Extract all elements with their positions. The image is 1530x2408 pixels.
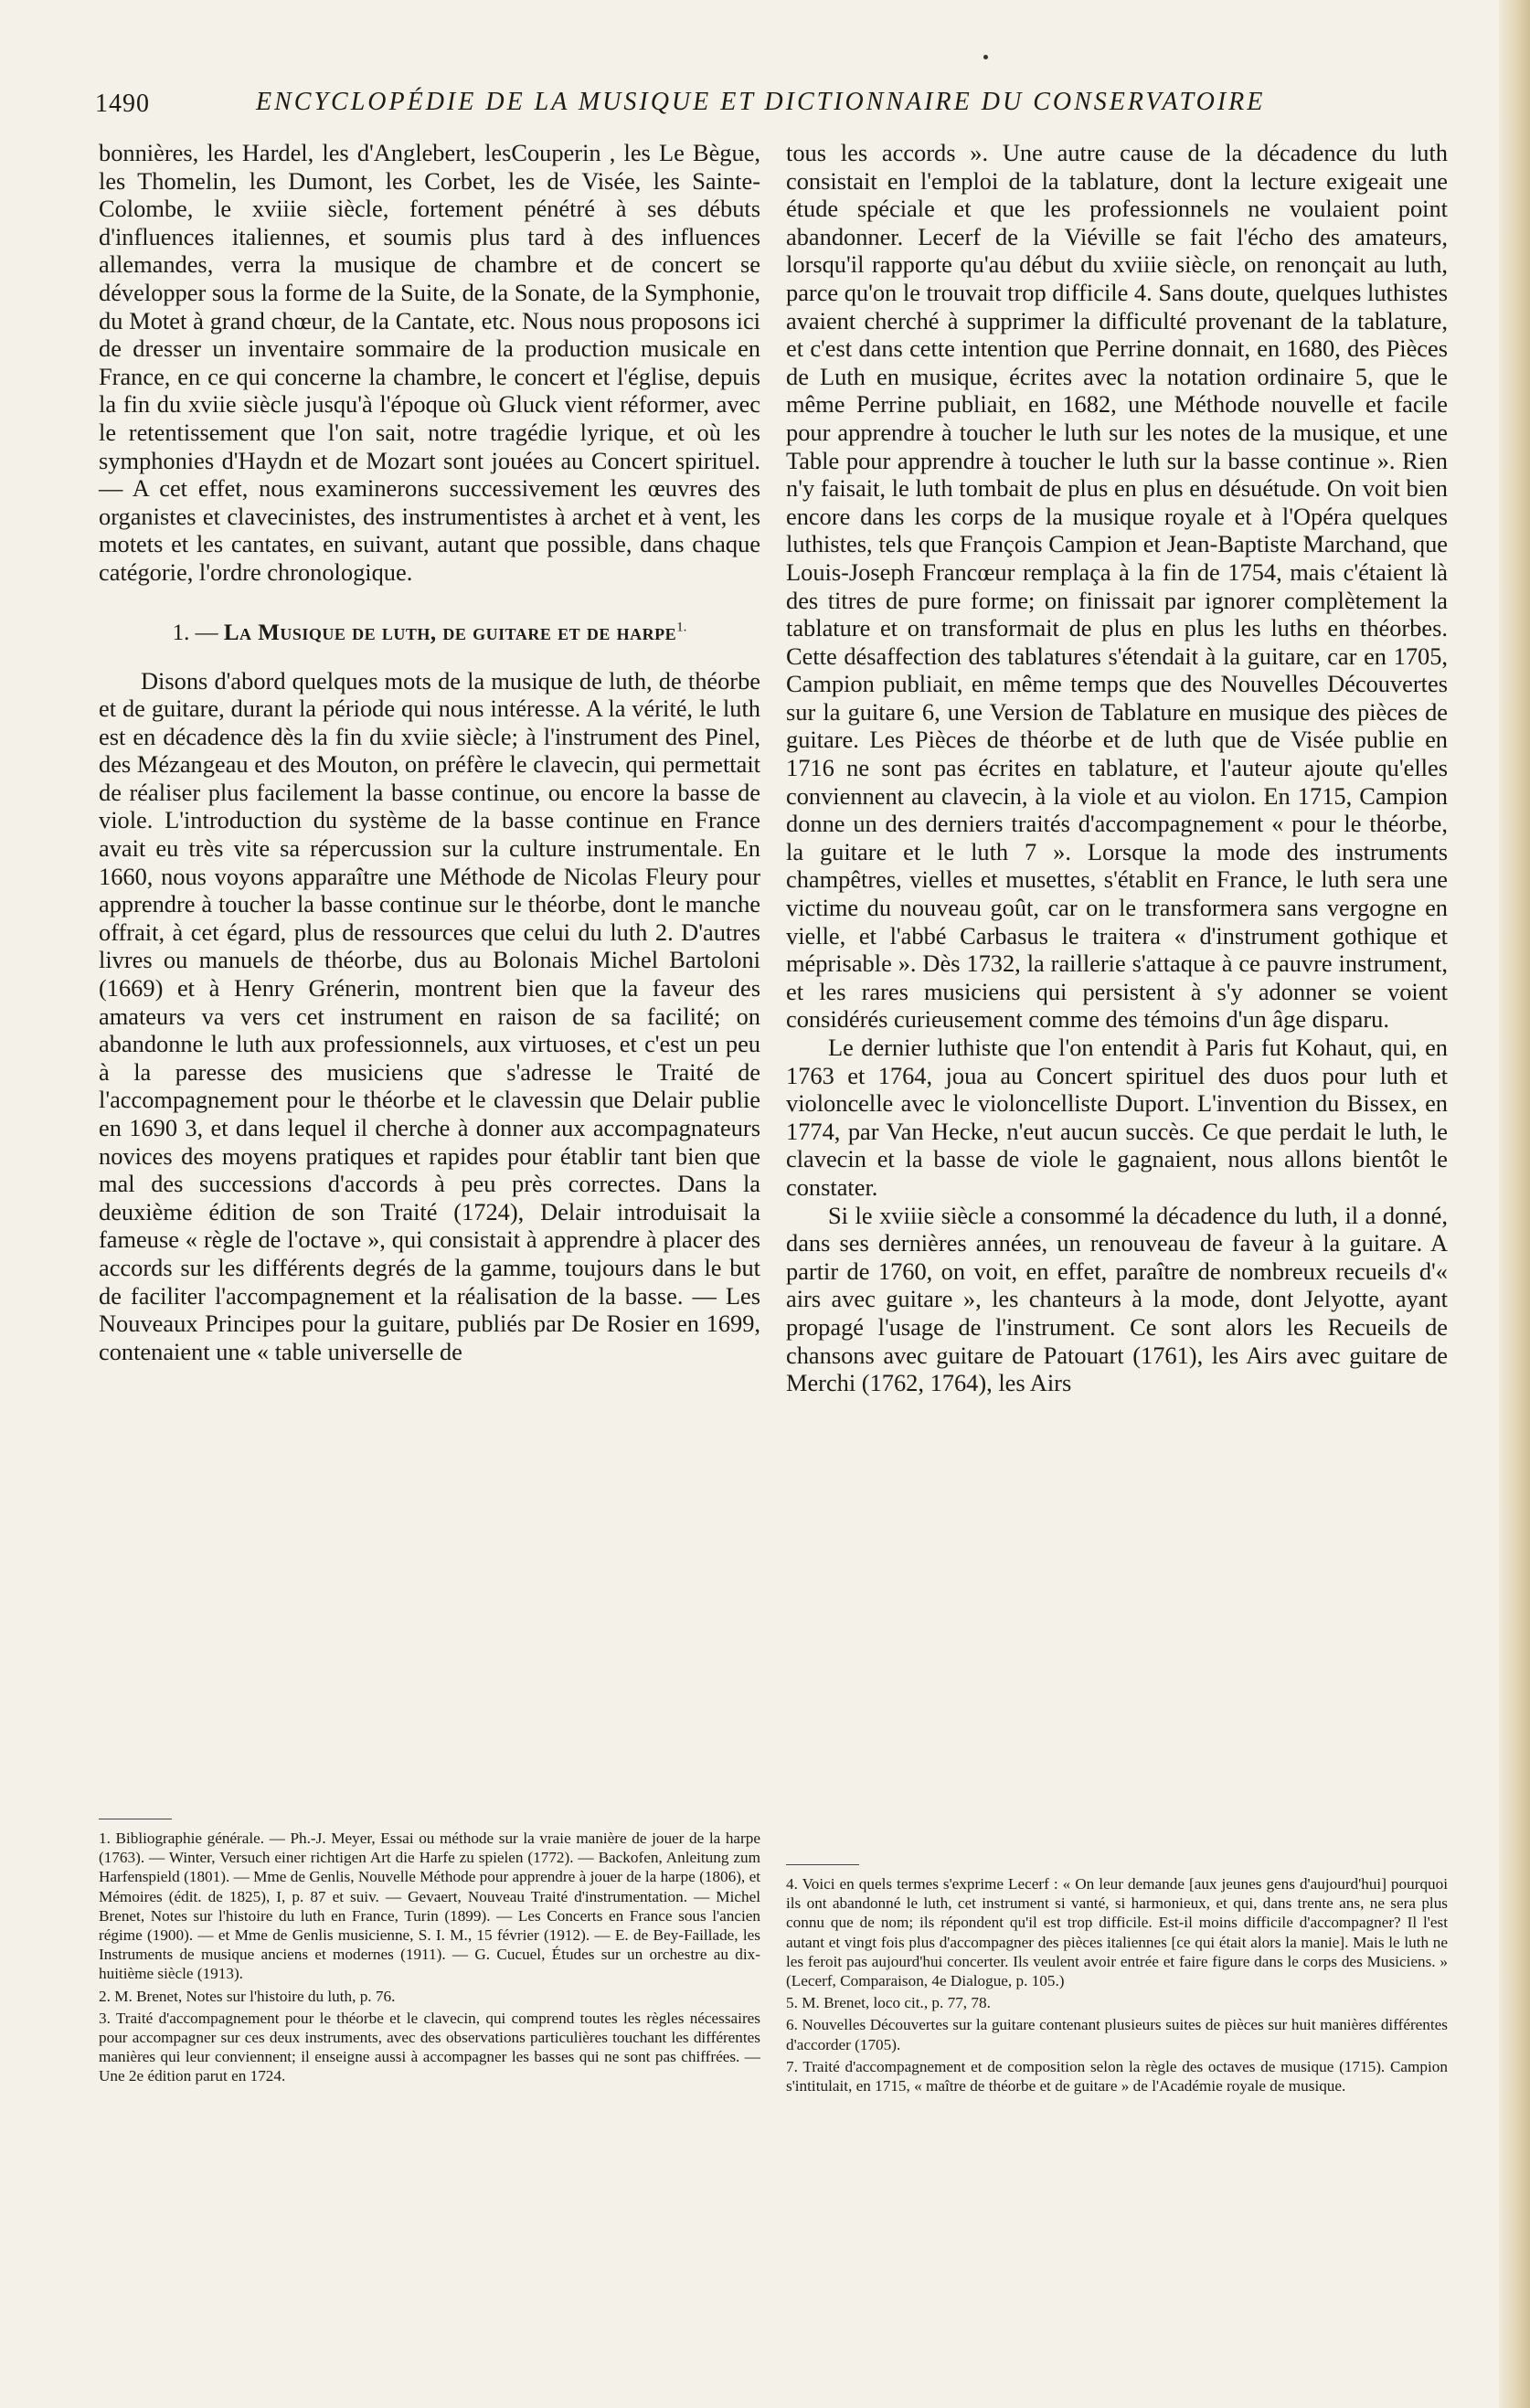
section-heading-number: 1. — [172, 620, 218, 645]
running-header: ENCYCLOPÉDIE DE LA MUSIQUE ET DICTIONNAIRE DU CONSERVATOIRE [256, 88, 1266, 116]
left-column [99, 139, 760, 1365]
footnote: 5. M. Brenet, loco cit., p. 77, 78. [786, 1994, 991, 2012]
footnote: 2. M. Brenet, Notes sur l'histoire du luth, p. 76. [99, 1987, 396, 2005]
footnote: 3. Traité d'accompagnement pour le théorbe et le clavecin, qui comprend toutes les règles nécessaires pour accompagner sur ces deux instruments, avec des observations particulières touchant les différentes manières qui leur conviennent; il enseigne aussi à accompagner les basses qui ne sont pas chiffrées. — Une 2e édition parut en 1724. [99, 2009, 760, 2085]
right-paragraph: Si le xviiie siècle a consommé la décadence du luth, il a donné, dans ses dernières années, un renouveau de faveur à la guitare. A partir de 1760, on voit, en effet, paraître de nombreux recueils d'« airs avec guitare », les chanteurs à la mode, dont Jelyotte, ayant propagé l'usage de l'instrument. Ce sont alors les Recueils de chansons avec guitare de Patouart (1761), les Airs avec guitare de Merchi (1762, 1764), les Airs [786, 1201, 1448, 1397]
section-heading-text: La Musique de luth, de guitare et de harpe [223, 620, 677, 645]
footnote: 1. Bibliographie générale. — Ph.-J. Meyer, Essai ou méthode sur la vraie manière de jouer de la harpe (1763). — Winter, Versuch einer richtigen Art die Harfe zu spielen (1772). — Backofen, Anleitung zum Harfenspield (1801). — Mme de Genlis, Nouvelle Méthode pour apprendre à jouer de la harpe (1806), et Mémoires (édit. de 1825), I, p. 87 et suiv. — Gevaert, Nouveau Traité d'instrumentation. — Michel Brenet, Notes sur l'histoire du luth en France, Turin (1899). — Les Concerts en France sous l'ancien régime (1900). — et Mme de Genlis musicienne, S. I. M., 15 février (1912). — E. de Bey-Faillade, les Instruments de musique anciens et modernes (1911). — G. Cucuel, Études sur un orchestre au dix-huitième siècle (1913). [99, 1830, 760, 1983]
footnote-rule [786, 1864, 859, 1865]
right-paragraph: tous les accords ». Une autre cause de la décadence du luth consistait en l'emploi de la tablature, dont la lecture exigeait une étude spéciale et que les professionnels ne voulaient point abandonner. Lecerf de la Viéville se fait l'écho des amateurs, lorsqu'il rapporte qu'au début du xviiie siècle, on renonçait au luth, parce qu'on le trouvait trop difficile 4. Sans doute, quelques luthistes avaient cherché à supprimer la difficulté provenant de la tablature, et c'est dans cette intention que Perrine donnait, en 1680, des Pièces de Luth en musique, écrites avec la notation ordinaire 5, que le même Perrine publiait, en 1682, une Méthode nouvelle et facile pour apprendre à toucher le luth sur les notes de la musique, et une Table pour apprendre à toucher le luth sur la basse continue ». Rien n'y faisait, le luth tombait de plus en plus en désuétude. On voit bien encore dans les corps de la musique royale et à l'Opéra quelques luthistes, tels que François Campion et Jean-Baptiste Marchand, que Louis-Joseph Francœur remplaça à la fin de 1754, mais c'étaient là des titres de pure forme; on finissait par ignorer complètement la tablature et on transformait de plus en plus les luths en théorbes. Cette désaffection des tablatures s'étendait à la guitare, car en 1705, Campion publiait, en même temps que des Nouvelles Découvertes sur la guitare 6, une Version de Tablature en musique des pièces de guitare. Les Pièces de théorbe et de luth que de Visée publie en 1716 ne sont pas écrites en tablature, et l'auteur ajoute qu'elles conviennent au clavecin, à la viole et au violon. En 1715, Campion donne un des derniers traités d'accompagnement « pour le théorbe, la guitare et le luth 7 ». Lorsque la mode des instruments champêtres, vielles et musettes, s'établit en France, le luth sera une victime du nouveau goût, car on le transformera sans vergogne en vielle, et l'abbé Carbasus le traitera « d'instrument gothique et méprisable ». Dès 1732, la raillerie s'attaque à ce pauvre instrument, et les rares musiciens qui persistent à s'y adonner se voient considérés curieusement comme des témoins d'un âge disparu. [786, 139, 1448, 1034]
section-heading [99, 620, 760, 647]
footnote: 7. Traité d'accompagnement et de composition selon la règle des octaves de musique (1715). Campion s'intitulait, en 1715, « maître de théorbe et de guitare » de l'Académie royale de musique. [786, 2057, 1448, 2095]
page-edge-shadow [1499, 0, 1530, 2408]
ink-dot [983, 55, 988, 59]
left-paragraph: bonnières, les Hardel, les d'Anglebert, lesCouperin , les Le Bègue, les Thomelin, les Dumont, les Corbet, les de Visée, les Sainte-Colombe, le xviiie siècle, fortement pénétré à ses débuts d'influences italiennes, et soumis plus tard à des influences allemandes, verra la musique de chambre et de concert se développer sous la forme de la Suite, de la Sonate, de la Symphonie, du Motet à grand chœur, de la Cantate, etc. Nous nous proposons ici de dresser un inventaire sommaire de la production musicale en France, en ce qui concerne la chambre, le concert et l'église, depuis la fin du xviie siècle jusqu'à l'époque où Gluck vient réformer, avec le retentissement que l'on sait, notre tragédie lyrique, et où les symphonies d'Haydn et de Mozart sont jouées au Concert spirituel. — A cet effet, nous examinerons successivement les œuvres des organistes et clavecinistes, des instrumentistes à archet et à vent, les motets et les cantates, en suivant, autant que possible, dans chaque catégorie, l'ordre chronologique. [99, 139, 760, 586]
footnote: 4. Voici en quels termes s'exprime Lecerf : « On leur demande [aux jeunes gens d'aujourd'hui] pourquoi ils ont abandonné le luth, cet instrument si vanté, si harmonieux, et qui, dans trente ans, ne sera plus connu que de nom; ils répondent qu'il est trop difficile. Est-il moins difficile d'accompagner? Il l'est autant et vingt fois plus d'accompagner des pièces italiennes [ce qui était alors la manie]. Mais le luth ne les feroit pas aujourd'hui concerter. Ils veulent avoir entrée et faire figure dans le corps des Musiciens. » (Lecerf, Comparaison, 4e Dialogue, p. 105.) [786, 1875, 1448, 1990]
right-paragraph: Le dernier luthiste que l'on entendit à Paris fut Kohaut, qui, en 1763 et 1764, joua au Concert spirituel des duos pour luth et violoncelle avec le violoncelliste Duport. L'invention du Bissex, en 1774, par Van Hecke, n'eut aucun succès. Ce que perdait le luth, le clavecin et la basse de viole le gagnaient, nous allons bientôt le constater. [786, 1034, 1448, 1201]
left-paragraph: Disons d'abord quelques mots de la musique de luth, de théorbe et de guitare, durant la période qui nous intéresse. A la vérité, le luth est en décadence dès la fin du xviie siècle; à l'instrument des Pinel, des Mézangeau et des Mouton, on préfère le clavecin, qui permettait de réaliser plus facilement la basse continue, ou encore la basse de viole. L'introduction du système de la basse continue en France avait eu très vite sa répercussion sur la culture instrumentale. En 1660, nous voyons apparaître une Méthode de Nicolas Fleury pour apprendre à toucher la basse continue sur le théorbe, dont le manche offrait, à cet égard, plus de ressources que celui du luth 2. D'autres livres ou manuels de théorbe, dus au Bolonais Michel Bartoloni (1669) et à Henry Grénerin, montrent bien que la faveur des amateurs va vers cet instrument en raison de sa facilité; on abandonne le luth aux professionnels, aux virtuoses, et c'est un peu à la paresse des musiciens que s'adresse le Traité de l'accompagnement pour le théorbe et le clavessin que Delair publie en 1690 3, et dans lequel il cherche à donner aux accompagnateurs novices des moyens pratiques et rapides pour établir tant bien que mal des successions d'accords à peu près correctes. Dans la deuxième édition de son Traité (1724), Delair introduisait la fameuse « règle de l'octave », qui consistait à apprendre à placer des accords sur les différents degrés de la gamme, toujours dans le but de faciliter l'accompagnement et la réalisation de la basse. — Les Nouveaux Principes pour la guitare, publiés par De Rosier en 1699, contenaient une « table universelle de [99, 666, 760, 1365]
page-number: 1490 [95, 90, 150, 118]
left-footnotes [99, 1819, 760, 2089]
right-footnotes [786, 1864, 1448, 2098]
footnote: 6. Nouvelles Découvertes sur la guitare contenant plusieurs suites de pièces sur huit manières différentes d'accorder (1705). [786, 2016, 1448, 2053]
right-column [786, 139, 1448, 1397]
section-heading-note: 1. [676, 620, 687, 635]
